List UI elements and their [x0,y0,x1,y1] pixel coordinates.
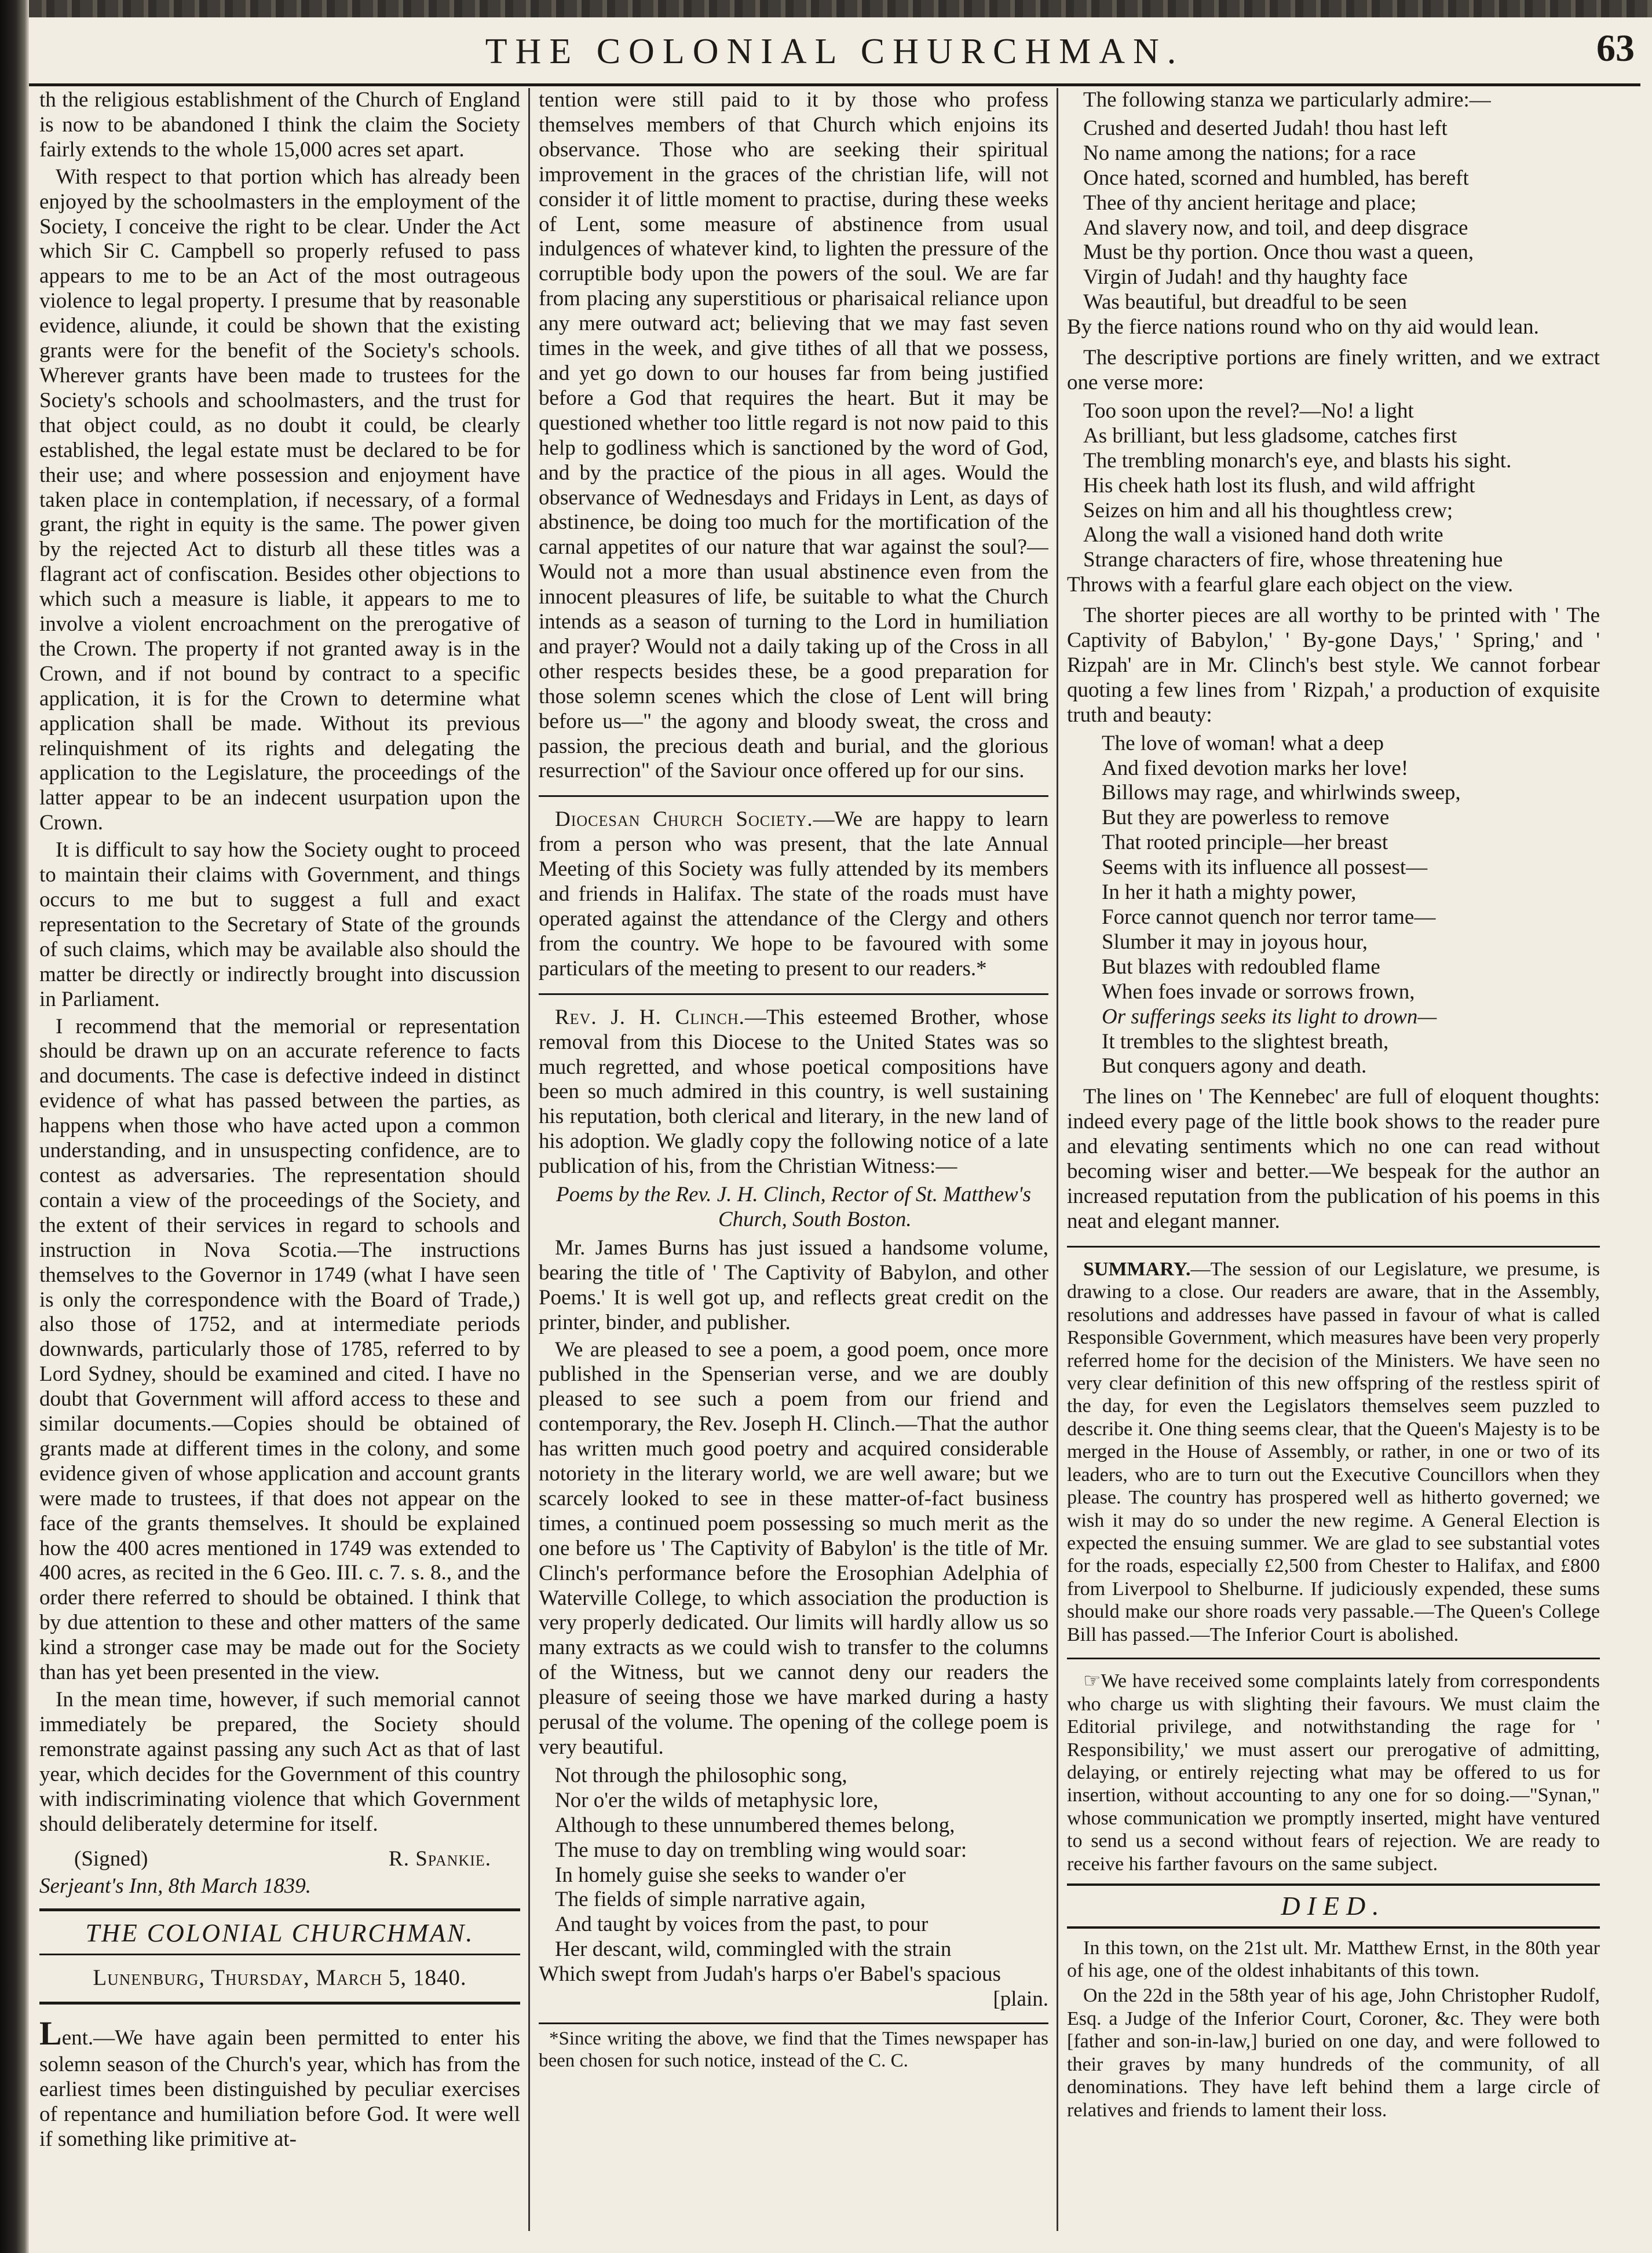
paragraph: th the religious establishment of the Church of England is now to be abandoned I think the claim the Society fairly extends to the whole 15,000 acres set apart. [39,88,520,162]
footnote: *Since writing the above, we find that the Times newspaper has been chosen for such notice, instead of the C. C. [539,2022,1048,2072]
signer-name: R. Spankie. [389,1847,491,1871]
verse-line: Billows may rage, and whirlwinds sweep, [1102,781,1461,805]
verse-line: Her descant, wild, commingled with the strain [555,1937,952,1962]
verse-line: When foes invade or sorrows frown, [1102,979,1415,1004]
verse-line: Throws with a fearful glare each object on the view. [1067,573,1514,597]
book-title [539,1183,1048,1232]
verse-line: In her it hath a mighty power, [1102,880,1357,905]
article-heading: Rev. J. H. Clinch. [555,1005,745,1029]
lent-article [39,2014,520,2152]
column-2 [539,88,1048,2231]
paragraph: I recommend that the memorial or representation should be drawn up on an accurate reference to facts and documents. The case is defective indeed in distinct evidence of what has passed between the parties, as happens when those who have acted upon a common understanding, and in unsuspecting confidence, are to contest as adversaries. The representation should contain a view of the proceedings of the Society, and the extent of their services in regard to schools and instruction in Nova Scotia.—The instructions themselves to the Governor in 1749 (what I have seen is only the correspondence with the Board of Trade,) also those of 1752, and at intermediate periods downwards, particularly those of 1785, referred to by Lord Sydney, should be examined and cited. I have no doubt that Government will afford access to these and similar documents.—Copies should be obtained of grants made at different times in the colony, and some evidence given of whose application and account grants were made to trustees, if that does not appear on the face of the grants themselves. It should be explained how the 400 acres mentioned in 1749 was extended to 400 acres, as recited in the 6 Geo. III. c. 7. s. 8., and the order there referred to should be obtained. I think that by due attention to these and other matters of the same kind a stronger case may be made out for the Society than has yet been presented in the view. [39,1014,520,1685]
died-heading: DIED. [1067,1883,1600,1928]
poem-excerpt [539,1763,1048,2012]
paragraph: tention were still paid to it by those who profess themselves members of that Church which enjoins its observance. Those who are seeking their spiritual improvement in the graces of the christian life, will not consider it of little moment to practise, during these weeks of Lent, some measure of abstinence from usual indulgences of whatever kind, to lighten the pressure of the corruptible body upon the powers of the soul. We are far from placing any superstitious or pharisaical reliance upon any mere outward act; believing that we may fast seven times in the week, and give tithes of all that we possess, and yet go down to our houses far from being justified before a God that requires the heart. But it may be questioned whether too little regard is not now paid to this help to godliness which is sanctioned by the word of God, and by the practice of the pious in all ages. Would the observance of Wednesdays and Fridays in Lent, as days of abstinence, be doing too much for the mortification of the carnal appetites of our nature that war against the soul?—Would not a more than usual abstinence even from the innocent pleasures of life, be suitable to what the Church intends as a season of turning to the Lord in humiliation and prayer? Would not a daily taking up of the Cross in all other respects besides these, be a good preparation for those solemn scenes which the close of Lent will bring before us—" the agony and bloody sweat, the cross and passion, the precious death and burial, and the glorious resurrection" of the Saviour once offered up for our sins. [539,88,1048,783]
verse-line: No name among the nations; for a race [1083,141,1416,165]
verse-line: Which swept from Judah's harps o'er Babel's spacious [539,1962,1001,1987]
verse-line: That rooted principle—her breast [1102,831,1388,855]
obituary: In this town, on the 21st ult. Mr. Matthew Ernst, in the 80th year of his age, one of the oldest inhabitants of this town. [1067,1937,1600,1981]
running-title: THE COLONIAL CHURCHMAN. [485,32,1185,71]
paragraph: We are pleased to see a poem, a good poem, once more published in the Spenserian verse, and we are doubly pleased to see such a poem from our friend and contemporary, the Rev. Joseph H. Clinch.—That the author has written much good poetry and acquired considerable notoriety in the literary world, we are well aware; but we scarcely looked to see in these matter-of-fact business times, a continued poem possessing so much merit as the one before us ' The Captivity of Babylon' is the title of Mr. Clinch's performance before the Erosophian Adelphia of Waterville College, to which association the production is very properly dedicated. Our limits will hardly allow us so many extracts as we could wish to transfer to the columns of the Witness, but we cannot deny our readers the pleasure of seeing those we have marked during a hasty perusal of the volume. The opening of the college poem is very beautiful. [539,1337,1048,1759]
paragraph: The lines on ' The Kennebec' are full of eloquent thoughts: indeed every page of the little book shows to the reader pure and elevating sentiments which no one can read without becoming wiser and better.—We bespeak for the author an increased reputation from the publication of his poems in this neat and elegant manner. [1067,1085,1600,1233]
diocesan-article [539,807,1048,981]
verse-line: The love of woman! what a deep [1102,731,1384,755]
verse-line: But blazes with redoubled flame [1102,954,1380,979]
verse-line: Along the wall a visioned hand doth write [1083,523,1443,547]
verse-line: Slumber it may in joyous hour, [1102,930,1368,954]
verse-line: Too soon upon the revel?—No! a light [1083,398,1414,423]
signature-line [39,1847,520,1872]
verse-line: Virgin of Judah! and thy haughty face [1083,265,1408,290]
verse-line: But conquers agony and death. [1102,1054,1367,1078]
article-heading: Diocesan Church Society. [555,807,813,832]
letter-dateline: Serjeant's Inn, 8th March 1839. [39,1874,311,1899]
section-divider [1067,1658,1600,1659]
article-text: —This esteemed Brother, whose removal from this Diocese to the United States was so much regretted, and whose poetical compositions have been so much admired in this country, is well sustaining his reputation, both clerical and literary, in the new land of his adoption. We gladly copy the following notice of a late publication of his, from the Christian Witness:— [539,1005,1048,1179]
section-divider [539,993,1048,995]
verse-line: Thee of thy ancient heritage and place; [1083,191,1417,215]
verse-line: It trembles to the slightest breath, [1102,1029,1389,1054]
column-1 [39,88,520,2231]
poem-stanza [1067,398,1600,598]
verse-line: Seizes on him and all his thoughtless crew; [1083,498,1453,522]
editorial-notice: ☞We have received some complaints lately from correspondents who charge us with slighting their favours. We must claim the Editorial privilege, and notwithstanding the rage for ' Responsibility,' we must assert our prerogative of admitting, delaying, or entirely rejecting what may be offered to us for insertion, without accounting to any one for so doing.—"Synan," whose communication we promptly inserted, might have ventured to send us a second without fears of rejection. We are ready to receive his farther favours on the same subject. [1067,1670,1600,1875]
verse-line: Strange characters of fire, whose threatening hue [1083,548,1503,572]
paragraph: Mr. James Burns has just issued a handsome volume, bearing the title of ' The Captivity of Babylon, and other Poems.' It is well got up, and reflects great credit on the printer, binder, and publisher. [539,1235,1048,1334]
verse-line: Seems with its influence all possest— [1102,855,1428,880]
page-number: 63 [1596,27,1635,70]
verse-line: Not through the philosophic song, [555,1763,847,1787]
editorial-paper-title: THE COLONIAL CHURCHMAN. [39,1908,520,1955]
poem-stanza [1102,732,1600,1080]
paragraph: With respect to that portion which has already been enjoyed by the schoolmasters in the employment of the Society, I conceive the right to be clear. Under the Act which Sir C. Campbell so properly refused to pass appears to me to be an Act of the most outrageous violence to legal property. I presume that by reasonable evidence, aliunde, it could be shown that the existing grants were for the benefit of the Society's schools. Wherever grants have been made to trustees for the Society's schools and schoolmasters, and the trust for that object could, as no doubt it could, be clearly established, the legal estate must be declared to be for their use; and where possession and enjoyment have taken place in contemplation, if necessary, of a formal grant, the right in equity is the same. The power given by the rejected Act to disturb all these titles was a flagrant act of confiscation. Besides other objections to which such a measure is liable, it appears to me to involve a violent encroachment on the prerogative of the Crown. The property if not granted away is in the Crown, and if not bound by contract to a specific application, it is for the Crown to determine what application shall be made. Without its previous relinquishment of its rights and delegating the application to the Legislature, the proceedings of the latter appear to be an indecent usurpation upon the Crown. [39,164,520,835]
paragraph: It is difficult to say how the Society ought to proceed to maintain their claims with Government, and things occurs to me but to suggest a full and exact representation to the Secretary of State of the grounds of such claims, which may be available also should the matter be directly or indirectly brought into discussion in Parliament. [39,838,520,1011]
article-text: —We are happy to learn from a person who was present, that the late Annual Meeting of this Society was fully attended by its members and friends in Halifax. The state of the roads must have operated against the attendance of the Clergy and others from the country. We hope to be favoured with some particulars of the meeting to present to our readers.* [539,807,1048,981]
section-divider [1067,1246,1600,1248]
verse-line: And fixed devotion marks her love! [1102,756,1409,780]
summary-heading: SUMMARY. [1083,1258,1191,1280]
verse-line: The fields of simple narrative again, [555,1888,866,1912]
verse-line: The trembling monarch's eye, and blasts his sight. [1083,448,1512,473]
verse-line: Was beautiful, but dreadful to be seen [1083,290,1408,314]
verse-line: But they are powerless to remove [1102,806,1390,830]
book-title-line: Poems by the Rev. J. H. Clinch, Rector of St. Matthew's [556,1183,1031,1207]
verse-line: And taught by voices from the past, to pour [555,1912,929,1937]
poem-stanza [1067,116,1600,340]
section-divider [539,795,1048,797]
verse-line: And slavery now, and toil, and deep disgrace [1083,215,1468,240]
paragraph: In the mean time, however, if such memorial cannot immediately be prepared, the Society should remonstrate against passing any such Act as that of last year, which decides for the Government of this country with indiscriminating violence that which Government should deliberately determine for itself. [39,1688,520,1836]
verse-line: Once hated, scorned and humbled, has bereft [1083,166,1469,190]
paragraph: The following stanza we particularly admire:— [1083,88,1491,112]
obituary: On the 22d in the 58th year of his age, John Christopher Rudolf, Esq. a Judge of the Inferior Court, Coroner, &c. They were both [father and son-in-law,] buried on one day, and were followed to their graves by many hundreds of the community, of all denominations. They have left behind them a large circle of relatives and friends to lament their loss. [1067,1985,1600,2121]
verse-line: Force cannot quench nor terror tame— [1102,905,1436,929]
column-rule-2 [1057,88,1058,2231]
verse-line: Or sufferings seeks its light to drown— [1102,1004,1437,1029]
verse-line: Nor o'er the wilds of metaphysic lore, [555,1788,879,1812]
column-rule-1 [528,88,530,2231]
clinch-article [539,1005,1048,1179]
masthead [29,20,1640,86]
signed-label: (Signed) [74,1847,148,1871]
paragraph: The shorter pieces are all worthy to be printed with ' The Captivity of Babylon,' ' By-gone Days,' ' Spring,' and ' Rizpah' are in Mr. Clinch's best style. We cannot forbear quoting a few lines from ' Rizpah,' a production of exquisite truth and beauty: [1067,604,1600,727]
torn-top-edge [29,0,1652,17]
verse-line: Although to these unnumbered themes belong, [555,1813,955,1837]
verse-line: His cheek hath lost its flush, and wild affright [1083,473,1475,498]
verse-line: The muse to day on trembling wing would soar: [555,1838,967,1862]
issue-dateline: Lunenburg, Thursday, March 5, 1840. [39,1955,520,2004]
paragraph: The descriptive portions are finely written, and we extract one verse more: [1067,346,1600,394]
page-binding-shadow [0,0,29,2253]
summary-article [1067,1258,1600,1646]
verse-line: [plain. [993,1987,1048,2011]
summary-text: —The session of our Legislature, we presume, is drawing to a close. Our readers are aware, that in the Assembly, resolutions and addresses have passed in favour of what is called Responsible Government, which measures have been very properly referred home for the decision of the Ministers. We have seen no very clear definition of this new offspring of the restless spirit of the day, for even the Legislators themselves seem puzzled to describe it. One thing seems clear, that the Queen's Majesty is to be merged in the House of Assembly, or rather, in one or two of its leaders, who are to turn out the Executive Councillors when they please. The country has prospered well as hitherto governed; we wish it may do so under the new regime. A General Election is expected the ensuing summer. We are glad to see substantial votes for the roads, especially £2,500 from Chester to Halifax, and £800 from Liverpool to Shelburne. If judiciously expended, these sums should make our shore roads very passable.—The Queen's College Bill has passed.—The Inferior Court is abolished. [1067,1258,1600,1645]
verse-line: As brilliant, but less gladsome, catches first [1083,423,1457,448]
verse-line: Must be thy portion. Once thou wast a queen, [1083,240,1474,265]
verse-line: In homely guise she seeks to wander o'er [555,1863,906,1887]
book-title-subline: Church, South Boston. [718,1207,912,1231]
verse-line: By the fierce nations round who on thy aid would lean. [1067,315,1539,339]
column-3 [1067,88,1600,2231]
lent-text: ent.—We have again been permitted to enter his solemn season of the Church's year, which has from the earliest times been distinguished by peculiar exercises of repentance and humiliation before God. It were well if something like primitive at- [39,2025,520,2151]
drop-cap: L [39,2014,62,2052]
verse-line: Crushed and deserted Judah! thou hast left [1083,116,1448,140]
